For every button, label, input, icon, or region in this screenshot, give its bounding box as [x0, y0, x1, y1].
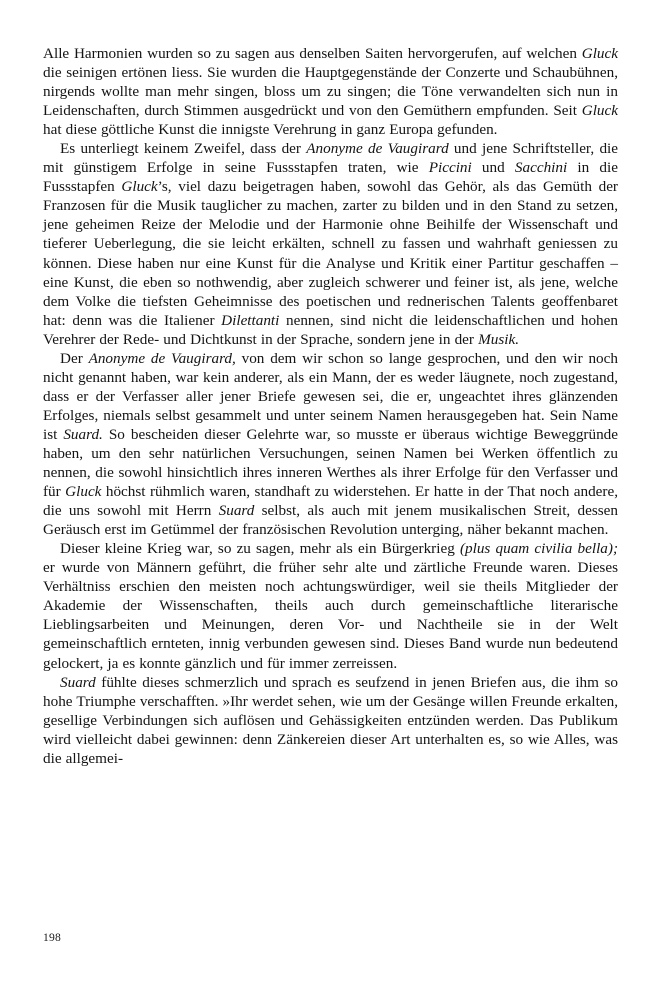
text-run: in die Fussstapfen [43, 159, 618, 196]
emphasis-run: Sacchini [514, 159, 568, 177]
text-run: Alle Harmonien wurden so zu sagen aus denselben Saiten hervorgerufen, auf welchen [43, 45, 582, 62]
emphasis-run: Gluck [65, 483, 102, 501]
emphasis-run: Anonyme de Vaugirard, [88, 349, 236, 367]
emphasis-run: Anonyme de Vaugirard [306, 140, 449, 158]
emphasis-run: (plus quam civilia bella); [459, 540, 618, 558]
emphasis-run: Gluck [121, 178, 158, 196]
emphasis-run: Piccini [428, 159, 472, 177]
text-run: hat diese göttliche Kunst die innigste Verehrung in ganz Europa gefunden. [43, 121, 498, 139]
text-run: und jene Schriftsteller, die mit günstigem Erfolge in seine Fussstapfen traten, wie [43, 140, 618, 177]
text-run: ’s, viel dazu beigetragen haben, sowohl das Gehör, als das Gemüth der Franzosen für die Musik tauglicher zu machen, zarter zu bilden und in den Stand zu setzen, jene geheimen Reize der Melodie und der Harmonie ohne Beihilfe der Wissenschaft und tieferer Ueberlegung, die sie leicht erkälten, schnell zu fassen und wahrhaft geniessen zu können. Diese haben nur eine Kunst für die Analyse und Kritik einer Partitur geschaffen – eine Kunst, die eben so nothwendig, aber zugleich schwerer und feiner ist, als jene, welche dem Volke die tiefsten Geheimnisse des poetischen und rednerischen Talents geoffenbaret hat: denn was die Italiener [43, 178, 618, 329]
text-run: von dem wir schon so lange gesprochen, und den wir noch nicht genannt haben, war kein anderer, als ein Mann, der es weder läugnete, noch zugestand, dass er der Verfasser aller jener Briefe gewesen sei, die er, ungeachtet ihres glänzenden Erfolges, niemals selbst gesammelt und unter seinem Namen herausgegeben hat. Sein Name ist [43, 349, 618, 443]
text-run: höchst rühmlich waren, standhaft zu widerstehen. Er hatte in der That noch andere, die uns sowohl mit Herrn [43, 483, 619, 520]
page-number: 198 [43, 931, 62, 944]
text-run: Der [60, 349, 89, 367]
emphasis-run: Gluck [581, 102, 618, 120]
paragraph [43, 539, 618, 672]
emphasis-run: Suard [60, 673, 96, 691]
paragraph [43, 673, 618, 768]
text-run: und [471, 159, 515, 177]
paragraph [43, 139, 618, 349]
emphasis-run: Musik. [478, 330, 519, 348]
body-text-block [43, 44, 618, 768]
text-run: nennen, sind nicht die leidenschaftlichen und hohen Verehrer der Rede- und Dichtkunst in der Sprache, sondern jene in der [43, 311, 618, 348]
text-run: die seinigen ertönen liess. Sie wurden die Hauptgegenstände der Conzerte und Schaubühnen, nirgends wollte man mehr singen, bloss um zu singen; die Töne verwandelten sich nun in Leidenschaften, durch Stimmen ausgedrückt und von den Gemüthern empfunden. Seit [43, 64, 618, 120]
text-run: selbst, als auch mit jenem musikalischen Streit, dessen Geräusch erst im Getümmel der französischen Revolution unterging, näher bekannt machen. [43, 502, 618, 539]
emphasis-run: Suard [218, 502, 255, 520]
emphasis-run: Suard. [63, 425, 103, 443]
emphasis-run: Dilettanti [221, 311, 280, 329]
emphasis-run: Gluck [581, 45, 618, 62]
text-run: Es unterliegt keinem Zweifel, dass der [60, 140, 307, 158]
paragraph [43, 44, 618, 139]
text-run: Dieser kleine Krieg war, so zu sagen, mehr als ein Bürgerkrieg [60, 540, 460, 558]
paragraph [43, 349, 618, 539]
text-run: er wurde von Männern geführt, die früher sehr alte und zärtliche Freunde waren. Dieses Verhältniss erschien den meisten noch achtungswürdiger, weil sie theils Mitglieder der Akademie der Wissenschaften, theils auch durch gemeinschaftliche literarische Lieblingsarbeiten und Meinungen, deren Vor- und Nachtheile sie in der Welt gemeinschaftlich ernteten, innig verbunden gewesen sind. Dieses Band wurde nun bedeutend gelockert, ja es konnte gänzlich und für immer zerreissen. [43, 559, 618, 672]
text-run: So bescheiden dieser Gelehrte war, so musste er überaus wichtige Beweggründe haben, um den sehr natürlichen Versuchungen, seinen Namen bei Werken öffentlich zu nennen, die sowohl hinsichtlich ihres inneren Werthes als ihrer Erfolge für den Verfasser und für [43, 425, 618, 501]
text-run: fühlte dieses schmerzlich und sprach es seufzend in jenen Briefen aus, die ihm so hohe Triumphe verschafften. »Ihr werdet sehen, wie um der Gesänge willen Freunde erkalten, gesellige Verbindungen sich auflösen und Gehässigkeiten entzünden werden. Das Publikum wird vielleicht dabei gewinnen: denn Zänkereien dieser Art unterhalten es, so wie Alles, was die allgemei- [43, 673, 618, 767]
